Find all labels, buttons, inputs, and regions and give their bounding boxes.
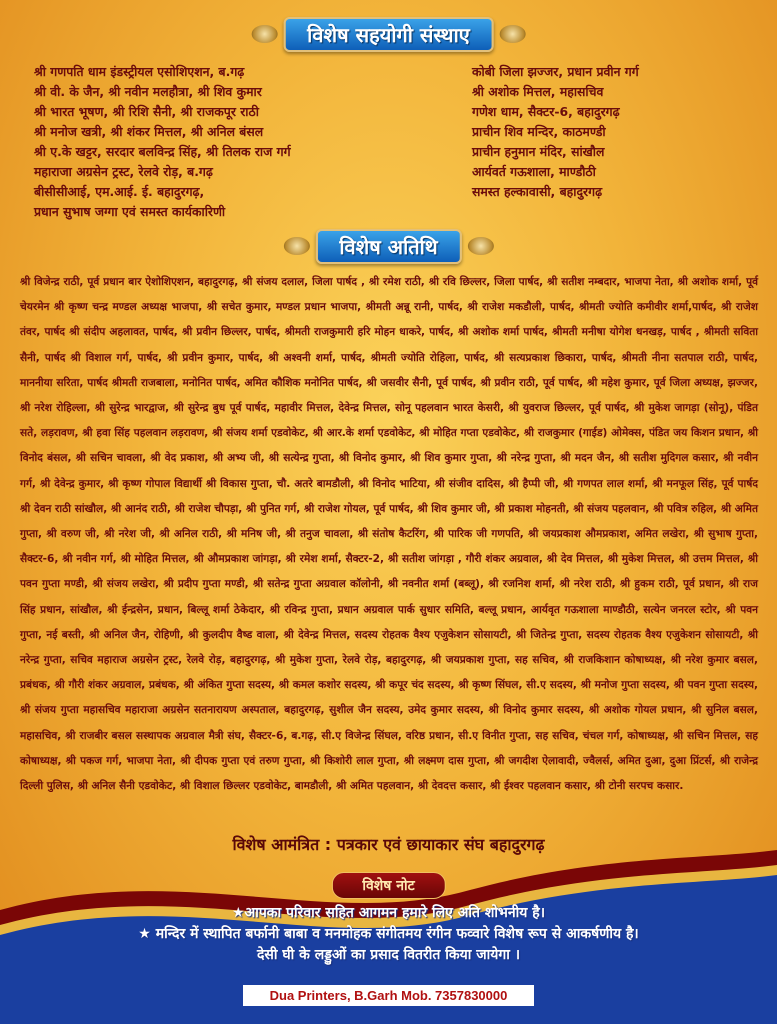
ornament-left-icon	[245, 19, 283, 49]
list-item: श्री अशोक मित्तल, महासचिव	[472, 84, 604, 99]
list-item: महाराजा अग्रसेन ट्रस्ट, रेलवे रोड़, ब.गढ़	[34, 164, 213, 179]
list-item: श्री वी. के जैन, श्री नवीन मलहौत्रा, श्री शिव कुमार	[34, 84, 262, 99]
list-item: आर्यवर्त गऊशाला, माण्डौठी	[472, 164, 596, 179]
guest-list: श्री विजेन्द्र राठी, पूर्व प्रधान बार ऐशोशिएशन, बहादुरगढ़, श्री संजय दलाल, जिला पार्षद , श्री रमेश राठी, श्री रवि छिल्लर, जिला पार्षद, श्री सतीश नम्बदार, भाजपा नेता, श्री अशोक शर्मा, पूर्व चेयरमेन श्री कृष्ण चन्द्र मण्डल अध्यक्ष भाजपा, श्री सचेत कुमार, मण्डल प्रधान भाजपा, श्रीमती अन्नू रानी, पार्षद, श्री राजेश मकडौली, पार्षद, श्रीमती ज्योति कमीवीर शर्मा,पार्षद, श्री राजेश तंवर, पार्षद श्री संदीप अहलावत, पार्षद, श्री प्रवीन छिल्लर, पार्षद, श्रीमती राजकुमारी हरि मोहन धाकरे, पार्षद, श्री अशोक शर्मा पार्षद, श्रीमती मनीषा योगेश धनखड़, पार्षद , श्रीमती सविता सैनी, पार्षद श्री विशाल गर्ग, पार्षद, श्री प्रवीन कुमार, पार्षद, श्री अश्वनी शर्मा, पार्षद, श्रीमती ज्योति रोहिला, पार्षद, श्री सत्यप्रकाश छिकारा, पार्षद, श्रीमती नीना सतपाल राठी, पार्षद, माननीया सरिता, पार्षद श्रीमती राजबाला, मनोनित पार्षद, अमित कौशिक मनोनित पार्षद, श्री जसवीर सैनी, पूर्व पार्षद, श्री प्रवीन राठी, पूर्व पार्षद, श्री महेश कुमार, पूर्व जिला अध्यक्ष, झज्जर, श्री नरेश रोहिल्ला, श्री सुरेन्द्र भारद्वाज, श्री सुरेन्द्र बुध पूर्व पार्षद, महावीर मित्तल, देवेन्द्र मित्तल, सोनू पहलवान भारत केसरी, श्री युवराज छिल्लर, पूर्व पार्षद, श्री मुकेश जागड़ा (सोनू), पंडित सते, लड़रावण, श्री हवा सिंह पहलवान लड़रावण, श्री संजय शर्मा एडवोकेट, श्री आर.के शर्मा एडवोकेट, श्री मोहित गप्ता एडवोकेट, श्री राजकुमार (गाईड) ओमेक्स, पंडित जय किशन प्रधान, श्री विनोद बंसल, श्री सचिन चावला, श्री वेद प्रकाश, श्री अभ्य जी, श्री सत्येन्द्र गुप्ता, श्री विनोद कुमार, श्री शिव कुमार गुप्ता, श्री नरेन्द्र गुप्ता, श्री मदन जैन, श्री सतीश मुदिगल कसार, श्री नवीन गर्ग, श्री देवेन्द्र कुमार, श्री कृष्ण गोपाल विद्यार्थी श्री विकास गुप्ता, चौ. अतरे बामडौली, श्री विनोद भाटिया, श्री संजीव दादिस, श्री हैप्पी जी, श्री गणपत लाल शर्मा, श्री मनफूल सिंह, पूर्व पार्षद श्री देवन राठी सांखौल, श्री आनंद राठी, श्री राजेश चौपड़ा, श्री पुनित गर्ग, श्री राजेश गोयल, पूर्व पार्षद, श्री शिव कुमार जी, श्री प्रकाश मोहनती, श्री संजय पहलवान, श्री पवित्र रुहिल, श्री अमित गुप्ता, श्री वरुण जी, श्री नरेश जी, श्री अनिल राठी, श्री मनिष जी, श्री तनुज चावला, श्री संतोष कैटरिंग, श्री पारिक जी गणपति, श्री जयप्रकाश औमप्रकाश, अमित लखेरा, श्री सुभाष गुप्ता, सैक्टर-6, श्री नवीन गर्ग, श्री मोहित मित्तल, श्री औमप्रकाश जांगड़ा, श्री रमेश शर्मा, सैक्टर-2, श्री सतीश जांगड़ा , गौरी शंकर अग्रवाल, श्री देव मित्तल, श्री मुकेश मित्तल, श्री उत्तम मित्तल, श्री पवन गुप्ता मण्डी, श्री संजय लखेरा, श्री प्रदीप गुप्ता मण्डी, श्री सतेन्द्र गुप्ता अग्रवाल कॉलोनी, श्री नवनीत शर्मा (बब्लू), श्री रजनिश शर्मा, श्री नरेश राठी, श्री हुकम राठी, पूर्व प्रधान, श्री राज सिंह प्रधान, सांखौल, श्री ईन्द्रसेन, प्रधान, बिल्लू शर्मा ठेकेदार, श्री रविन्द्र गुप्ता, प्रधान अग्रवाल पार्क सुधार समिति, बल्लू प्रधान, आर्यवृत गऊशाला माण्डौठी, सत्येन जनरल स्टोर, श्री पवन गुप्ता, नई बस्ती, श्री अनिल जैन, रोहिणी, श्री कुलदीप वैष्ड वाला, श्री देवेन्द्र मित्तल, सदस्य रोहतक वैश्य एजुकेशन सोसायटी, श्री जितेन्द्र गुप्ता, सदस्य रोहतक वैश्य एजुकेशन सोसायटी, श्री नरेन्द्र गुप्ता, सचिव महाराज अग्रसेन ट्रस्ट, रेलवे रोड़, बहादुरगढ़, श्री मुकेश गुप्ता, रेलवे रोड़, बहादुरगढ़, श्री जयप्रकाश गुप्ता, सह सचिव, श्री राजकिशान कोषाध्यक्ष, श्री नरेश कुमार बसल, प्रबंधक, श्री गौरी शंकर अग्रवाल, प्रबंधक, श्री अंकित गुप्ता सदस्य, श्री कमल कशोर सदस्य, श्री कपूर चंद सदस्य, श्री कृष्ण सिंघल, सी.ए सदस्य, श्री मनोज गुप्ता सदस्य, श्री पवन गुप्ता सदस्य, श्री संजय गुप्ता महासचिव महाराजा अग्रसेन सतनारायण अस्पताल, बहादुरगढ़, सुशील जैन सदस्य, उमेद कुमार सदस्य, श्री विनोद कुमार सदस्य, श्री अशोक गोयल प्रधान, श्री सुनिल बसल, महासचिव, श्री राजबीर बसल सस्थापक अग्रवाल मैत्री संघ, सैक्टर-6, ब.गढ़, सी.ए विजेन्द्र सिंघल, वरिष्ठ प्रधान, सी.ए विनीत गुप्ता, सह सचिव, चंचल गर्ग, कोषाध्यक्ष, श्री सचिन मित्तल, सह कोषाध्यक्ष, श्री पकज गर्ग, भाजपा नेता, श्री दीपक गुप्ता एवं तरुण गुप्ता, श्री किशोरी लाल गुप्ता, श्री लक्ष्मण दास गुप्ता, श्री जगदीश ऐलावादी, ज्वैलर्स, अमित दुआ, दुआ प्रिंटर्स, श्री राजेन्द्र दिल्ली पुलिस, श्री अनिल सैनी एडवोकेट, श्री विशाल छिल्लर एडवोकेट, बामडौली, श्री अमित पहलवान, श्री देवदत्त कसार, श्री ईश्वर पहलवान कसार, श्री टोनी सरपच कसार.	[20, 276, 758, 793]
section-title: विशेष अतिथि	[315, 229, 461, 264]
note-line: ★आपका परिवार सहित आगमन हमारे लिए अति शोभनीय है।	[231, 905, 546, 921]
list-item: समस्त हल्कावासी, बहादुरगढ़	[472, 184, 603, 199]
list-item: श्री भारत भूषण, श्री रिशि सैनी, श्री राजकपूर राठी	[34, 104, 259, 119]
ornament-right-icon	[494, 19, 532, 49]
ornament-right-icon	[462, 231, 500, 261]
list-item: श्री मनोज खत्री, श्री शंकर मित्तल, श्री अनिल बंसल	[34, 124, 264, 139]
list-item: श्री गणपति धाम इंडस्ट्रीयल एसोशिएशन, ब.गढ़	[34, 64, 245, 79]
list-item: कोबी जिला झज्जर, प्रधान प्रवीन गर्ग	[472, 64, 639, 79]
list-item: प्रधान सुभाष जग्गा एवं समस्त कार्यकारिणी	[34, 204, 226, 219]
special-invite: विशेष आमंत्रित : पत्रकार एवं छायाकार संघ बहादुरगढ़	[232, 835, 545, 854]
section-banner-guests	[277, 226, 499, 266]
section-banner-associations	[245, 14, 532, 54]
list-item: श्री ए.के खट्टर, सरदार बलविन्द्र सिंह, श्री तिलक राज गर्ग	[34, 144, 291, 159]
note-line: देसी घी के लड्डुओं का प्रसाद वितरीत किया जायेगा ।	[256, 947, 521, 963]
associations-right-column	[472, 62, 762, 202]
list-item: प्राचीन शिव मन्दिर, काठमण्डी	[472, 124, 606, 139]
note-line: ★ मन्दिर में स्थापित बर्फानी बाबा व मनमोहक संगीतमय रंगीन फव्वारे विशेष रूप से आकर्षणीय है।	[138, 926, 639, 942]
list-item: गणेश धाम, सैक्टर-6, बहादुरगढ़	[472, 104, 620, 119]
notes-block	[0, 903, 777, 966]
printer-credit: Dua Printers, B.Garh Mob. 7357830000	[243, 985, 534, 1006]
section-title: विशेष सहयोगी संस्थाए	[283, 17, 494, 52]
note-label: विशेष नोट	[331, 872, 445, 899]
associations-left-column	[34, 62, 464, 222]
list-item: बीसीसीआई, एम.आई. ई. बहादुरगढ़,	[34, 184, 205, 199]
ornament-left-icon	[277, 231, 315, 261]
list-item: प्राचीन हनुमान मंदिर, सांखौल	[472, 144, 605, 159]
